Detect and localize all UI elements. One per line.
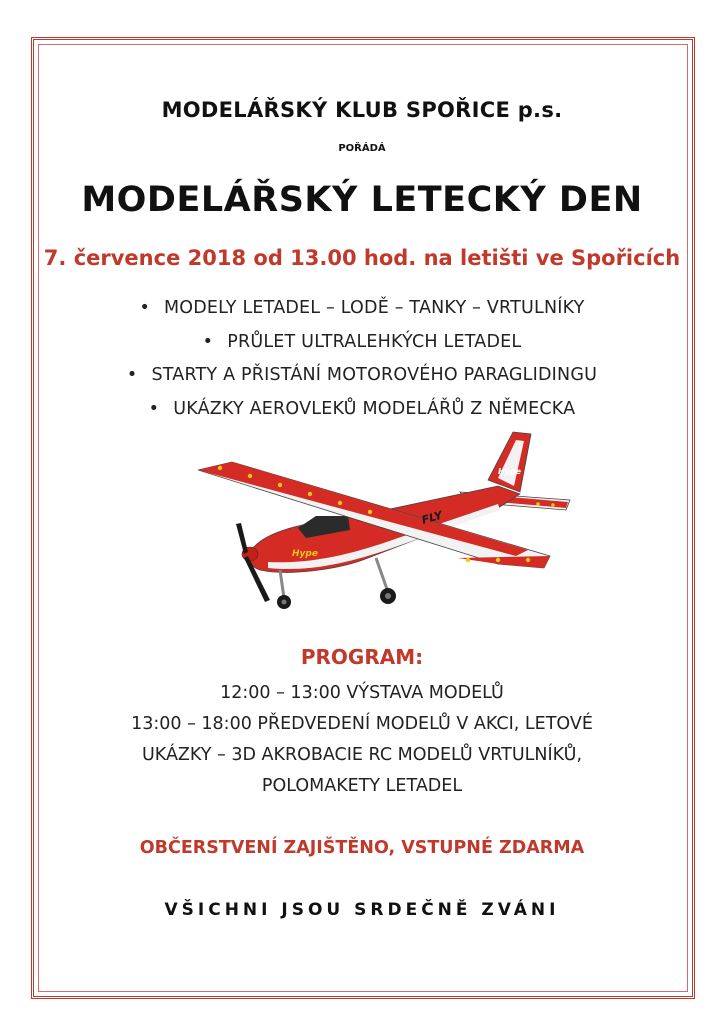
bullet-icon: •	[202, 331, 214, 352]
highlight-text: STARTY A PŘISTÁNÍ MOTOROVÉHO PARAGLIDINGU	[151, 365, 598, 385]
program-line: 12:00 – 13:00 VÝSTAVA MODELŮ	[220, 683, 504, 703]
plane-tail-marking: Hype	[498, 467, 522, 476]
event-title: MODELÁŘSKÝ LETECKÝ DEN	[81, 180, 643, 220]
bullet-icon: •	[148, 398, 160, 419]
invitation-line: VŠICHNI JSOU SRDEČNĚ ZVÁNI	[164, 900, 560, 920]
event-date-location: 7. července 2018 od 13.00 hod. na letišti ve Spořicích	[43, 246, 681, 270]
bullet-icon: •	[126, 365, 138, 385]
highlight-item	[0, 393, 724, 427]
highlight-item	[0, 292, 724, 326]
presents-label: POŘÁDÁ	[338, 143, 386, 154]
highlights-list	[0, 292, 724, 426]
rc-airplane-image	[198, 430, 578, 620]
plane-name-marking: FLY	[420, 508, 444, 527]
organizer-name: MODELÁŘSKÝ KLUB SPOŘICE p.s.	[161, 98, 563, 122]
highlight-text: PRŮLET ULTRALEHKÝCH LETADEL	[227, 331, 522, 352]
bullet-icon: •	[139, 298, 150, 318]
highlight-text: MODELY LETADEL – LODĚ – TANKY – VRTULNÍKY	[163, 298, 585, 318]
highlight-text: UKÁZKY AEROVLEKŮ MODELÁŘŮ Z NĚMECKA	[173, 398, 576, 419]
plane-brand-marking: Hype	[292, 549, 318, 559]
program-line: UKÁZKY – 3D AKROBACIE RC MODELŮ VRTULNÍKŮ,	[141, 745, 583, 765]
highlight-item	[0, 359, 724, 393]
highlight-item	[0, 326, 724, 360]
program-line: 13:00 – 18:00 PŘEDVEDENÍ MODELŮ V AKCI, LETOVÉ	[131, 714, 593, 734]
program-line: POLOMAKETY LETADEL	[261, 776, 463, 796]
program-title: PROGRAM:	[300, 645, 424, 669]
program-schedule	[0, 678, 724, 802]
refreshments-note: OBČERSTVENÍ ZAJIŠTĚNO, VSTUPNÉ ZDARMA	[139, 838, 585, 858]
